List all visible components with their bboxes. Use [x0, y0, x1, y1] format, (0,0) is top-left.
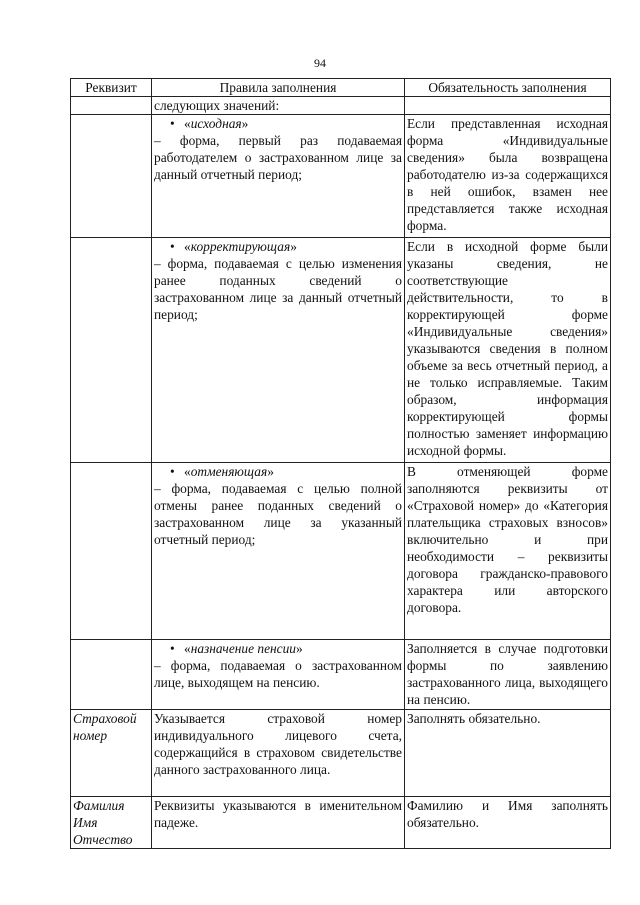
rule-cell: следующих значений: — [152, 97, 405, 115]
requirement-cell: В отменяющей форме заполняются реквизиты от «Страховой номер» до «Категория плательщика страховых взносов» включительно и при необходимости – реквизиты договора гражданско-правового характера или авторского договора. — [405, 463, 611, 640]
field-name-line: Имя — [73, 815, 98, 830]
header-rules: Правила заполнения — [152, 79, 405, 97]
table-row — [71, 797, 611, 849]
requirement-cell — [405, 97, 611, 115]
rule-cell: Указывается страховой номер индивидуального лицевого счета, содержащийся в страховом свидетельстве данного застрахованного лица. — [152, 710, 405, 797]
field-name-line: Фамилия — [73, 798, 125, 813]
requisites-table — [70, 78, 611, 849]
table-row — [71, 115, 611, 238]
requirement-cell: Если представленная исходная форма «Индивидуальные сведения» была возвращена работодателю из-за содержащихся в ней ошибок, взамен нее представляется также исходная форма. — [405, 115, 611, 238]
table-row — [71, 640, 611, 710]
table-row — [71, 710, 611, 797]
field-cell — [71, 797, 152, 849]
field-name-line: Страховой — [73, 711, 137, 726]
field-name-line: номер — [73, 728, 108, 743]
rule-cell: • «корректирующая» – форма, подаваемая с целью изменения ранее поданных сведений о застрахованном лице за данный отчетный период; — [152, 238, 405, 463]
field-cell — [71, 238, 152, 463]
requirement-cell: Заполнять обязательно. — [405, 710, 611, 797]
header-obligation: Обязательность заполнения — [405, 79, 611, 97]
form-type-rule: – форма, подаваемая с целью полной отмены ранее поданных сведений о застрахованном лице за указанный отчетный период; — [154, 481, 402, 547]
page-number: 94 — [314, 56, 326, 70]
header-requisite: Реквизит — [71, 79, 152, 97]
requirement-cell: Если в исходной форме были указаны сведения, не соответствующие действительности, то в корректирующей форме «Индивидуальные сведения» указываются сведения в полном объеме за весь отчетный период, а не только исправляемые. Таким образом, информация корректирующей формы полностью заменяет информацию исходной формы. — [405, 238, 611, 463]
table-row — [71, 97, 611, 115]
form-type-term: корректирующая — [190, 239, 291, 254]
form-type-rule: – форма, первый раз подаваемая работодателем о застрахованном лице за данный отчетный период; — [154, 133, 402, 182]
rule-cell: • «назначение пенсии» – форма, подаваемая о застрахованном лице, выходящем на пенсию. — [152, 640, 405, 710]
field-cell — [71, 115, 152, 238]
rule-cell: • «исходная» – форма, первый раз подаваемая работодателем о застрахованном лице за данный отчетный период; — [152, 115, 405, 238]
requirement-cell: Заполняется в случае подготовки формы по заявлению застрахованного лица, выходящего на пенсию. — [405, 640, 611, 710]
form-type-term: исходная — [190, 116, 242, 131]
requirement-cell: Фамилию и Имя заполнять обязательно. — [405, 797, 611, 849]
field-cell — [71, 97, 152, 115]
form-type-term: отменяющая — [190, 464, 268, 479]
form-type-rule: – форма, подаваемая с целью изменения ранее поданных сведений о застрахованном лице за данный отчетный период; — [154, 256, 402, 322]
form-type-term: назначение пенсии — [190, 641, 297, 656]
table-header-row — [71, 79, 611, 97]
field-cell — [71, 463, 152, 640]
rule-cell: • «отменяющая» – форма, подаваемая с целью полной отмены ранее поданных сведений о застрахованном лице за указанный отчетный период; — [152, 463, 405, 640]
rule-cell: Реквизиты указываются в именительном падеже. — [152, 797, 405, 849]
table-row — [71, 463, 611, 640]
field-name-line: Отчество — [73, 832, 133, 847]
table-row — [71, 238, 611, 463]
form-type-rule: – форма, подаваемая о застрахованном лице, выходящем на пенсию. — [154, 658, 402, 690]
field-cell — [71, 710, 152, 797]
field-cell — [71, 640, 152, 710]
